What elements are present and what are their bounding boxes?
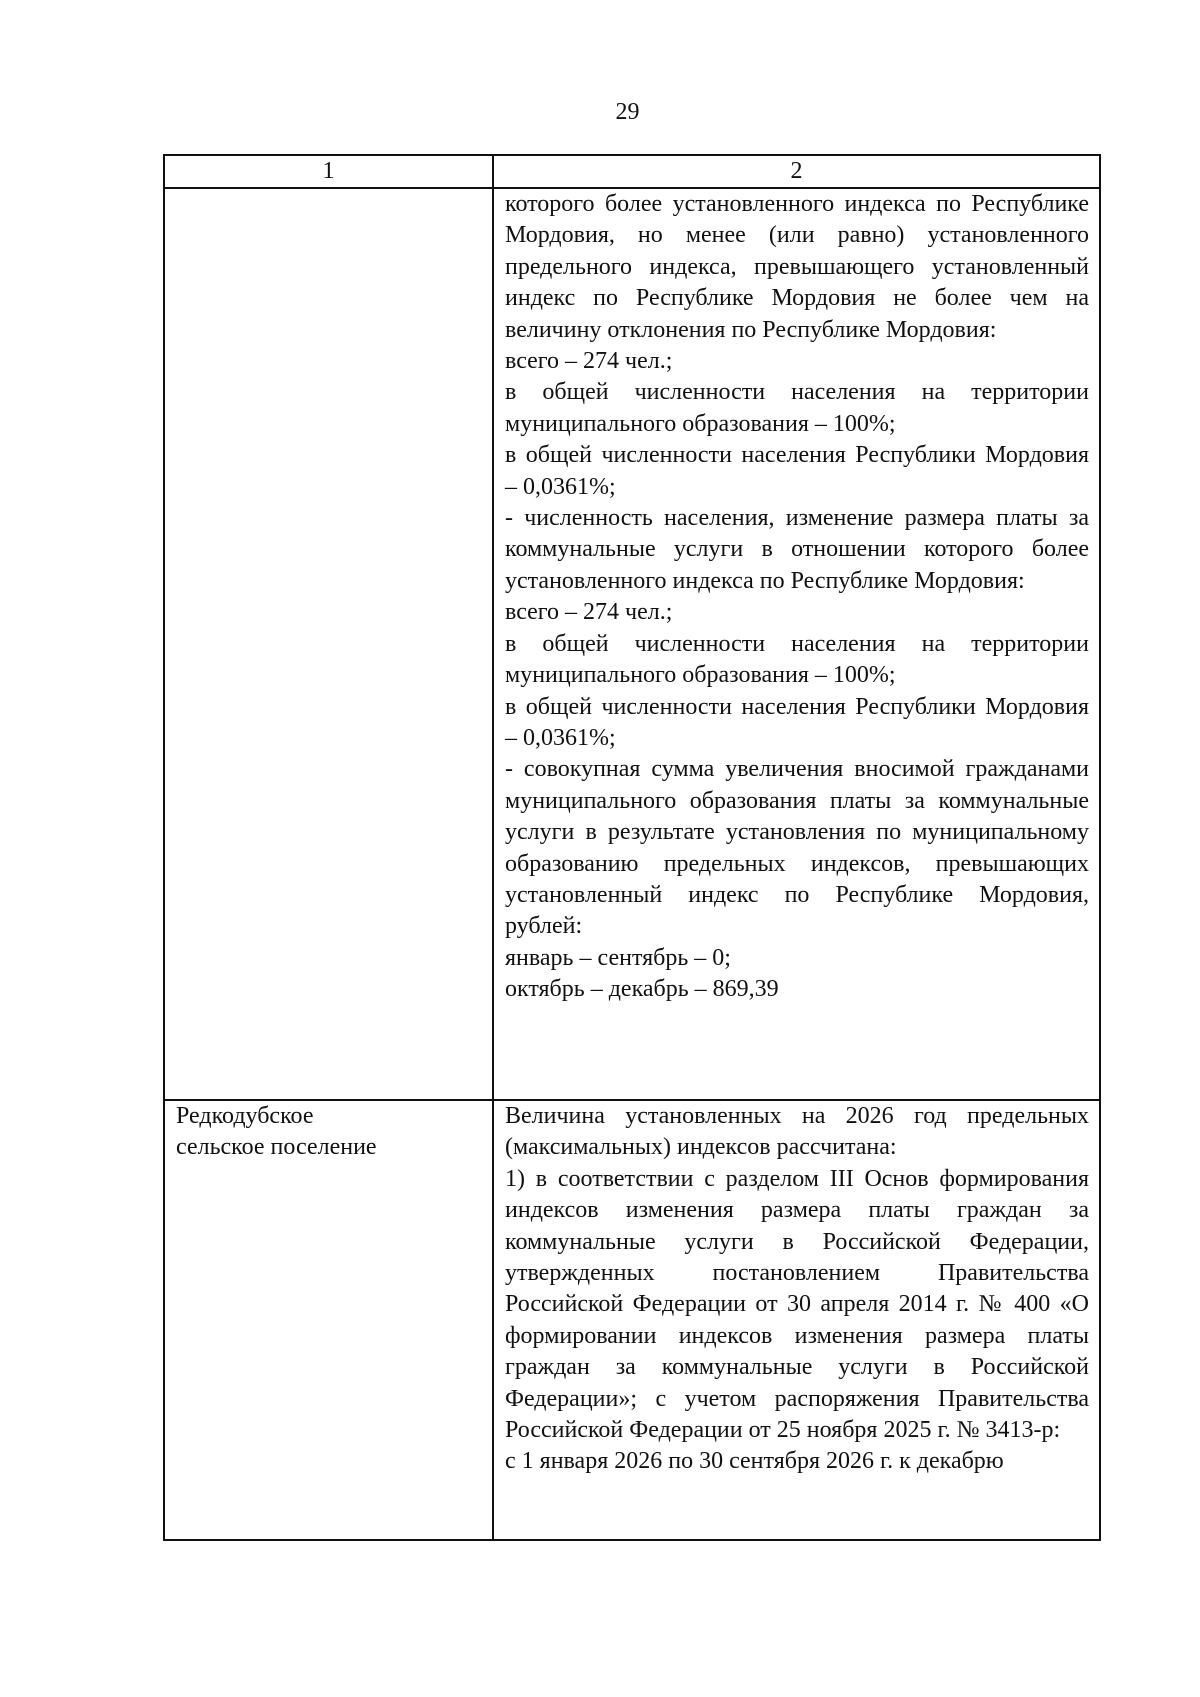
paragraph: октябрь – декабрь – 869,39	[505, 976, 779, 1003]
table-row	[164, 188, 1100, 1100]
paragraph: 1) в соответствии с разделом III Основ формирования индексов изменения размера платы граждан за коммунальные услуги в Российской Федерации, утвержденных постановлением Правительства Российской Федерации от 30 апреля 2014 г. № 400 «О формировании индексов изменения размера платы граждан за коммунальные услуги в Российской Федерации»; с учетом распоряжения Правительства Российской Федерации от 25 ноября 2025 г. № 3413-р:	[505, 1165, 1089, 1444]
paragraph: всего – 274 чел.;	[505, 599, 673, 626]
paragraph: январь – сентябрь – 0;	[505, 944, 731, 971]
table-header-row	[164, 155, 1100, 188]
paragraph: всего – 274 чел.;	[505, 348, 673, 375]
paragraph: с 1 января 2026 по 30 сентября 2026 г. к декабрю	[505, 1448, 1004, 1475]
description-cell	[493, 188, 1100, 1100]
paragraph: в общей численности населения Республики Мордовия – 0,0361%;	[505, 442, 1089, 500]
paragraph: - численность населения, изменение размера платы за коммунальные услуги в отношении которого более установленного индекса по Республике Мордовия:	[505, 505, 1089, 594]
column-header-1: 1	[164, 155, 493, 188]
municipality-name-line: сельское поселение	[176, 1134, 377, 1161]
paragraph: в общей численности населения на территории муниципального образования – 100%;	[505, 630, 1089, 689]
municipality-cell	[164, 188, 493, 1100]
column-header-2: 2	[493, 155, 1100, 188]
municipality-name-line: Редкодубское	[176, 1103, 314, 1129]
paragraph: - совокупная сумма увеличения вносимой гражданами муниципального образования платы за коммунальные услуги в результате установления по муниципальному образованию предельных индексов, превышающих установленный индекс по Республике Мордовия, рублей:	[505, 756, 1089, 940]
paragraph: которого более установленного индекса по Республике Мордовия, но менее (или равно) установленного предельного индекса, превышающего установленный индекс по Республике Мордовия не более чем на величину отклонения по Республике Мордовия:	[505, 191, 1089, 343]
indices-table	[163, 154, 1101, 1541]
description-cell	[493, 1100, 1100, 1540]
paragraph: в общей численности населения Республики Мордовия – 0,0361%;	[505, 693, 1089, 751]
municipality-cell	[164, 1100, 493, 1540]
paragraph: в общей численности населения на территории муниципального образования – 100%;	[505, 379, 1089, 437]
table-row	[164, 1100, 1100, 1540]
paragraph: Величина установленных на 2026 год предельных (максимальных) индексов рассчитана:	[505, 1103, 1089, 1161]
page-number: 29	[615, 99, 640, 125]
